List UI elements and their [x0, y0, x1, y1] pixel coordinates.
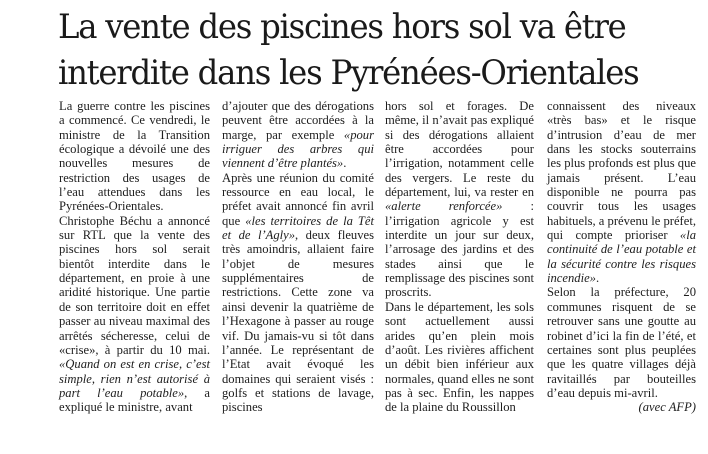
headline-line-1: La vente des piscines hors sol va être [58, 7, 626, 47]
paragraph [222, 99, 374, 171]
headline [58, 4, 666, 96]
text-run: Dans le département, les sols sont actuellement aussi arides qu’en plein mois d’août. Les rivières affichent un débit bien inférieur aux normales, quand elles ne sont pas à sec. Enfin, les nappes de la plaine du Roussillon [385, 299, 534, 415]
article-column-1 [59, 99, 210, 415]
paragraph [547, 99, 696, 285]
text-run: . [343, 156, 347, 171]
text-run: Après une réunion du comité ressource en eau local, le préfet avait annoncé fin avril que [222, 170, 374, 228]
text-run: . [595, 271, 600, 286]
paragraph [547, 285, 696, 400]
paragraph [59, 99, 210, 415]
article-column-4 [547, 99, 696, 415]
quote: «la continuité de l’eau potable et la sécurité contre les risques incendie» [547, 228, 696, 286]
article-column-2 [222, 99, 374, 415]
text-run: d’ajouter que des dérogations peuvent être accordées à la marge, par exemple [222, 99, 374, 142]
source-credit: (avec AFP) [638, 400, 696, 415]
text-run: La guerre contre les piscines a commencé. Ce vendredi, le ministre de la Transition écologique a dévoilé une des nouvelles mesures de restriction des usages de l’eau attendues dans les Pyrénées-Orientales. Christophe Béchu a annoncé sur RTL que la vente des piscines hors sol serait bientôt interdite dans le département, en proie à une aridité historique. Une partie de son territoire doit en effet passer au niveau maximal des arrêtés sécheresse, celui de «crise», à partir du 10 mai. [59, 99, 210, 357]
text-run: , a expliqué le ministre, avant [59, 385, 210, 415]
text-run: hors sol et forages. De même, il n’avait pas expliqué si des dérogations allaient être accordées pour l’irrigation, notamment celle des vergers. Le reste du département, lui, va rester en [385, 99, 534, 200]
article-column-3 [385, 99, 534, 415]
text-run: , deux fleuves très amoindris, allaient faire l’objet de mesures supplémentaires de restrictions. Cette zone va ainsi devenir la quatrième de l’Hexagone à passer au rouge vif. Du jamais-vu si tôt dans l’année. Le représentant de l’Etat avait évoqué les domaines qui seraient visés : golfs et stations de lavage, piscines [222, 228, 375, 415]
quote: «les territoires de la Têt et de l’Agly» [222, 213, 374, 243]
text-run: Selon la préfecture, 20 communes risquent de se retrouver sans une goutte au robinet d’ici la fin de l’été, et certaines sont plus peuplées que les quatre villages déjà ravitaillés par bouteilles d’eau depuis mi-avril. [547, 285, 696, 400]
text-run: : l’irrigation agricole y est interdite un jour sur deux, l’arrosage des jardins et des stades ainsi que le remplissage des piscines sont proscrits. [385, 199, 534, 300]
paragraph [222, 171, 374, 415]
headline-line-2: interdite dans les Pyrénées-Orientales [58, 53, 639, 93]
quote: «Quand on est en crise, c’est simple, rien n’est autorisé à part l’eau potable» [59, 357, 210, 400]
quote: «alerte renforcée» [385, 199, 503, 214]
paragraph [385, 99, 534, 300]
quote: «pour irriguer des arbres qui viennent d’être plantés» [222, 127, 374, 171]
paragraph [385, 300, 534, 415]
text-run: connaissent des niveaux «très bas» et le risque d’intrusion d’eau de mer dans les stocks souterrains les plus profonds est plus que jamais présent. L’eau disponible ne pourra pas couvrir tous les usages habituels, a prévenu le préfet, qui compte prioriser [547, 99, 696, 243]
